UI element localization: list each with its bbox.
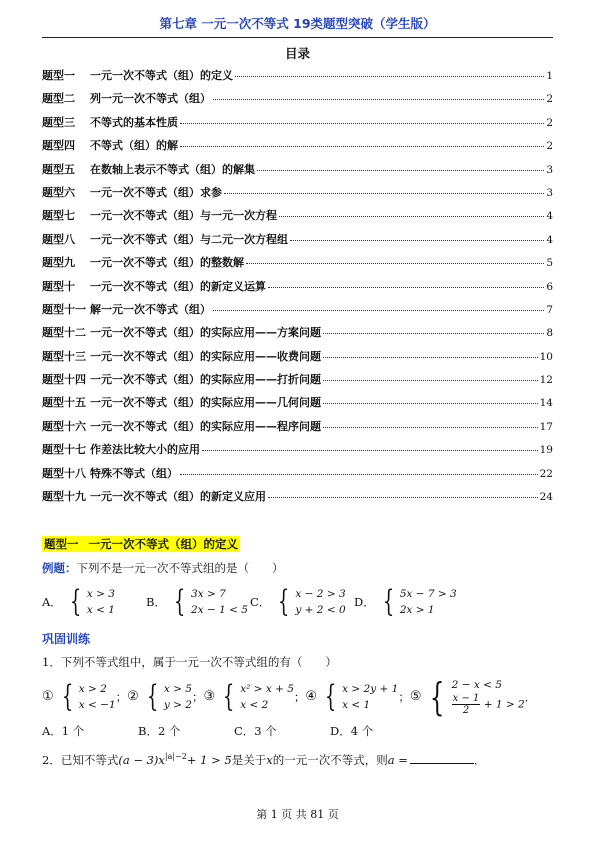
q2-end: ． xyxy=(473,753,486,767)
example-label: 例题： xyxy=(42,561,77,575)
inequality-system xyxy=(79,681,116,713)
answer-c: C．3 个 xyxy=(234,724,277,738)
toc-row[interactable] xyxy=(42,137,553,160)
table-of-contents xyxy=(42,67,553,511)
system-line: y > 2 xyxy=(163,698,192,711)
question-1-answers xyxy=(42,723,442,739)
page-header-title: 第七章 一元一次不等式 19类题型突破（学生版） xyxy=(159,16,436,31)
option-c xyxy=(250,586,346,618)
toc-row[interactable] xyxy=(42,488,553,511)
toc-page-number: 2 xyxy=(546,140,553,153)
inequality-system xyxy=(87,586,115,618)
system-line: 2 − x < 5 xyxy=(451,679,502,691)
toc-label: 题型七 xyxy=(42,209,75,223)
q2-exponent: |a|−2 xyxy=(164,752,187,762)
toc-page-number: 17 xyxy=(539,420,553,433)
toc-row[interactable] xyxy=(42,324,553,347)
toc-title: 解一元一次不等式（组） xyxy=(90,302,211,316)
item-mark: ② xyxy=(127,689,139,704)
toc-leader-dots xyxy=(268,287,544,288)
system-line: x < −1 xyxy=(78,698,116,711)
q2-text: 的一元一次不等式，则 xyxy=(272,753,388,767)
brace-glyph: { xyxy=(430,674,445,719)
toc-row[interactable] xyxy=(42,184,553,207)
toc-page-number: 2 xyxy=(546,116,553,129)
toc-page-number: 3 xyxy=(546,186,553,199)
toc-title: 列一元一次不等式（组） xyxy=(90,92,211,106)
toc-leader-dots xyxy=(323,333,544,334)
toc-row[interactable] xyxy=(42,418,553,441)
inequality-system xyxy=(240,681,294,713)
toc-page-number: 7 xyxy=(546,303,553,316)
toc-row[interactable] xyxy=(42,371,553,394)
system-line: x > 3 xyxy=(86,588,115,600)
toc-page-number: 4 xyxy=(546,233,553,246)
brace-glyph: { xyxy=(69,584,82,619)
answer-d: D．4 个 xyxy=(330,724,374,738)
system-line: x − 2 > 3 xyxy=(295,588,346,600)
brace-glyph: { xyxy=(146,678,159,714)
toc-row[interactable] xyxy=(42,465,553,488)
option-d xyxy=(354,586,457,618)
toc-leader-dots xyxy=(323,427,538,428)
toc-page-number: 10 xyxy=(539,350,553,363)
brace-glyph: { xyxy=(222,678,235,714)
toc-page-number: 3 xyxy=(546,163,553,176)
system-line xyxy=(452,693,525,716)
toc-title: 在数轴上表示不等式（组）的解集 xyxy=(90,162,255,176)
toc-title: 一元一次不等式（组）的实际应用——程序问题 xyxy=(90,419,321,433)
toc-leader-dots xyxy=(180,146,544,147)
toc-title: 一元一次不等式（组）与二元一次方程组 xyxy=(90,232,288,246)
brace-glyph: { xyxy=(382,584,395,619)
toc-leader-dots xyxy=(246,263,544,264)
toc-title: 一元一次不等式（组）的实际应用——方案问题 xyxy=(90,326,321,340)
toc-page-number: 24 xyxy=(539,491,553,504)
toc-label: 题型三 xyxy=(42,115,75,129)
toc-page-number: 2 xyxy=(546,93,553,106)
separator: ； xyxy=(191,689,204,704)
toc-label: 题型八 xyxy=(42,232,75,246)
toc-page-number: 6 xyxy=(546,280,553,293)
toc-label: 题型十七 xyxy=(42,443,86,457)
toc-label: 题型十二 xyxy=(42,326,86,340)
answer-b: B．2 个 xyxy=(138,724,181,738)
q2-expression-tail: + 1 > 5 xyxy=(186,753,232,767)
fraction-denominator: 2 xyxy=(462,705,470,716)
toc-leader-dots xyxy=(213,99,544,100)
toc-label: 题型十 xyxy=(42,279,75,293)
toc-page-number: 4 xyxy=(546,210,553,223)
toc-row[interactable] xyxy=(42,90,553,113)
toc-title: 不等式（组）的解 xyxy=(90,139,178,153)
section-label: 题型一 xyxy=(44,537,79,551)
toc-title: 一元一次不等式（组）与一元一次方程 xyxy=(90,209,277,223)
toc-page-number: 22 xyxy=(539,467,553,480)
system-line: x > 2 xyxy=(78,682,107,695)
toc-page-number: 1 xyxy=(546,70,553,82)
question-2 xyxy=(42,752,485,768)
toc-label: 题型六 xyxy=(42,185,75,199)
toc-title: 作差法比较大小的应用 xyxy=(90,443,200,457)
toc-leader-dots xyxy=(235,76,544,77)
drill-heading: 巩固训练 xyxy=(42,632,91,646)
system-line: x < 2 xyxy=(240,698,269,711)
toc-row[interactable] xyxy=(42,67,553,90)
toc-leader-dots xyxy=(180,123,544,124)
toc-title: 特殊不等式（组） xyxy=(90,466,178,480)
toc-heading: 目录 xyxy=(284,46,310,61)
toc-page-number: 8 xyxy=(546,327,553,340)
toc-row[interactable] xyxy=(42,348,553,371)
q2-text: 2．已知不等式 xyxy=(42,753,119,767)
toc-leader-dots xyxy=(279,216,544,217)
toc-label: 题型十六 xyxy=(42,419,86,433)
toc-label: 题型二 xyxy=(42,92,75,106)
toc-row[interactable] xyxy=(42,278,553,301)
item-mark: ① xyxy=(42,689,54,704)
toc-row[interactable] xyxy=(42,231,553,254)
answer-blank[interactable] xyxy=(410,763,474,764)
header-divider xyxy=(42,37,553,38)
inequality-system xyxy=(400,586,457,618)
separator: ； xyxy=(293,689,306,704)
toc-row[interactable] xyxy=(42,114,553,137)
inequality-system xyxy=(164,681,192,713)
fraction xyxy=(452,693,481,716)
system-line: 5x − 7 > 3 xyxy=(399,588,457,600)
toc-label: 题型十八 xyxy=(42,466,86,480)
q2-text: 是关于 xyxy=(231,753,267,767)
toc-label: 题型九 xyxy=(42,256,75,270)
toc-page-number: 19 xyxy=(539,444,553,457)
toc-row[interactable] xyxy=(42,394,553,417)
option-letter: A． xyxy=(42,595,62,609)
system-line: 3x > 7 xyxy=(191,588,226,600)
separator: ； xyxy=(398,689,410,704)
answer-a: A．1 个 xyxy=(42,724,85,738)
q2-expression: (a − 3)x xyxy=(118,753,165,767)
toc-label: 题型十九 xyxy=(42,490,86,504)
option-letter: C． xyxy=(250,595,271,609)
toc-row[interactable] xyxy=(42,301,553,324)
toc-title: 一元一次不等式（组）的实际应用——收费问题 xyxy=(90,349,321,363)
system-line: x > 5 xyxy=(163,682,192,695)
inequality-system xyxy=(342,681,398,713)
toc-leader-dots xyxy=(202,450,538,451)
toc-label: 题型四 xyxy=(42,139,75,153)
toc-row[interactable] xyxy=(42,254,553,277)
toc-leader-dots xyxy=(323,380,538,381)
toc-label: 题型一 xyxy=(42,69,75,82)
section-title: 一元一次不等式（组）的定义 xyxy=(88,537,238,551)
toc-leader-dots xyxy=(213,310,544,311)
toc-title: 一元一次不等式（组）求参 xyxy=(90,185,222,199)
item-mark: ③ xyxy=(203,689,216,704)
toc-page-number: 14 xyxy=(539,397,553,410)
option-a xyxy=(42,586,115,618)
toc-leader-dots xyxy=(180,474,538,475)
toc-leader-dots xyxy=(224,193,544,194)
fraction-numerator: x − 1 xyxy=(452,693,480,704)
toc-leader-dots xyxy=(268,497,538,498)
toc-label: 题型十一 xyxy=(42,302,86,316)
toc-page-number: 5 xyxy=(546,257,553,270)
toc-leader-dots xyxy=(290,240,544,241)
toc-title: 一元一次不等式（组）的新定义应用 xyxy=(90,490,266,504)
item-mark: ⑤ xyxy=(409,689,422,704)
toc-label: 题型十三 xyxy=(42,349,86,363)
toc-label: 题型五 xyxy=(42,162,75,176)
brace-glyph: { xyxy=(324,678,337,714)
system-line: y + 2 < 0 xyxy=(295,604,346,616)
inequality-system xyxy=(295,586,345,618)
toc-title: 一元一次不等式（组）的新定义运算 xyxy=(90,279,266,293)
toc-row[interactable] xyxy=(42,441,553,464)
separator: ； xyxy=(115,689,128,704)
option-b xyxy=(146,586,248,618)
fraction-tail: + 1 > 2 xyxy=(483,698,525,711)
system-line: x < 1 xyxy=(342,698,371,711)
question-1-systems xyxy=(42,674,537,719)
q2-ask: a = xyxy=(387,753,408,767)
toc-title: 一元一次不等式（组）的定义 xyxy=(90,69,233,82)
toc-title: 一元一次不等式（组）的整数解 xyxy=(90,256,244,270)
q2-variable: x xyxy=(266,753,273,767)
inequality-system xyxy=(452,677,525,716)
inequality-system xyxy=(191,586,248,618)
toc-title: 不等式的基本性质 xyxy=(90,115,178,129)
option-letter: B． xyxy=(146,595,166,609)
toc-title: 一元一次不等式（组）的实际应用——几何问题 xyxy=(90,396,321,410)
example-question xyxy=(42,560,284,576)
toc-row[interactable] xyxy=(42,207,553,230)
end-mark: ． xyxy=(524,689,537,704)
question-1-stem: 1．下列不等式组中，属于一元一次不等式组的有（ ） xyxy=(42,655,337,669)
system-line: x² > x + 5 xyxy=(240,682,294,695)
example-stem: 下列不是一元一次不等式组的是（ ） xyxy=(76,561,284,575)
section-heading[interactable] xyxy=(42,536,240,552)
system-line: 2x − 1 < 5 xyxy=(191,604,248,616)
brace-glyph: { xyxy=(278,584,290,619)
toc-label: 题型十五 xyxy=(42,396,86,410)
toc-leader-dots xyxy=(257,170,544,171)
system-line: 2x > 1 xyxy=(399,604,435,616)
toc-leader-dots xyxy=(323,357,538,358)
system-line: x > 2y + 1 xyxy=(342,682,399,695)
toc-title: 一元一次不等式（组）的实际应用——打折问题 xyxy=(90,373,321,387)
toc-leader-dots xyxy=(323,403,538,404)
item-mark: ④ xyxy=(305,689,318,704)
page-footer: 第 1 页 共 81 页 xyxy=(256,808,339,821)
toc-page-number: 12 xyxy=(539,374,553,387)
system-line: x < 1 xyxy=(86,604,115,616)
brace-glyph: { xyxy=(61,678,73,714)
option-letter: D． xyxy=(354,595,375,609)
brace-glyph: { xyxy=(173,584,186,619)
toc-row[interactable] xyxy=(42,161,553,184)
toc-label: 题型十四 xyxy=(42,373,86,387)
